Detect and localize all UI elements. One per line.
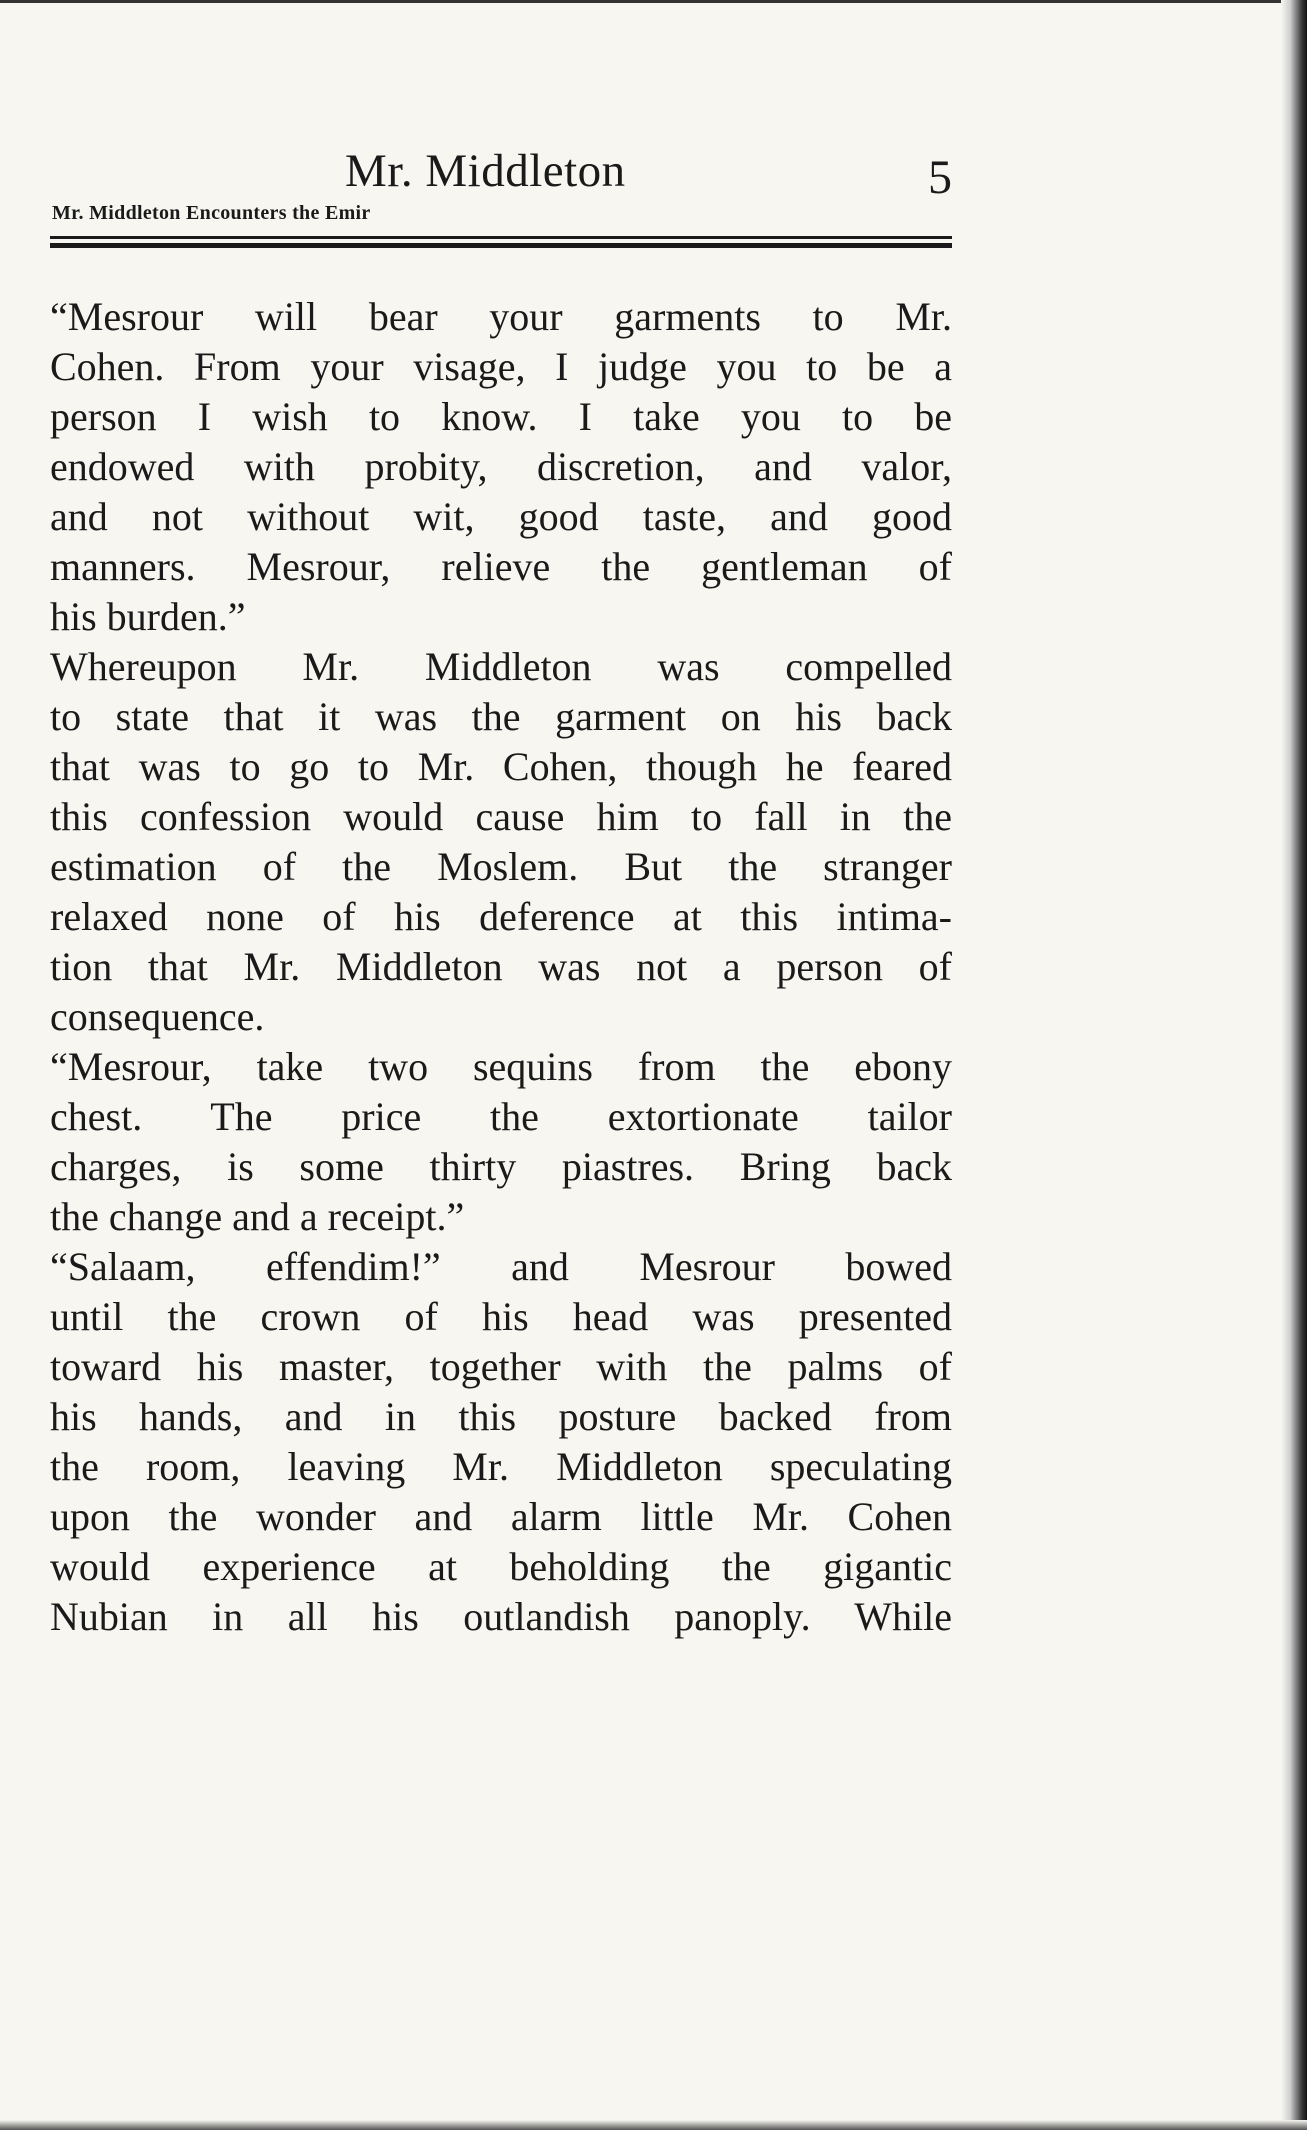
text-line: would experience at beholding the gigantic <box>50 1544 952 1589</box>
text-line: until the crown of his head was presented <box>50 1294 952 1339</box>
text-line: the room, leaving Mr. Middleton speculating <box>50 1444 952 1489</box>
page-top-edge <box>0 0 1307 3</box>
text-line: Whereupon Mr. Middleton was compelled <box>50 644 952 689</box>
text-line: charges, is some thirty piastres. Bring back <box>50 1144 952 1189</box>
paragraph <box>50 1242 952 1642</box>
text-line: Cohen. From your visage, I judge you to be a <box>50 344 952 389</box>
text-line: and not without wit, good taste, and good <box>50 494 952 539</box>
text-line: tion that Mr. Middleton was not a person of <box>50 944 952 989</box>
chapter-title: Mr. Middleton Encounters the Emir <box>52 202 371 224</box>
text-line: chest. The price the extortionate tailor <box>50 1094 952 1139</box>
text-line: “Mesrour, take two sequins from the ebony <box>50 1044 952 1089</box>
running-title: Mr. Middleton <box>345 145 626 197</box>
text-line: this confession would cause him to fall in the <box>50 794 952 839</box>
text-line: consequence. <box>50 994 265 1039</box>
text-line: relaxed none of his deference at this intima- <box>50 894 952 939</box>
text-line: upon the wonder and alarm little Mr. Cohen <box>50 1494 952 1539</box>
page-right-edge <box>1281 0 1307 2130</box>
text-line: to state that it was the garment on his back <box>50 694 952 739</box>
text-line: his hands, and in this posture backed from <box>50 1394 952 1439</box>
text-line: person I wish to know. I take you to be <box>50 394 952 439</box>
text-line: manners. Mesrour, relieve the gentleman of <box>50 544 952 589</box>
text-line: his burden.” <box>50 594 246 639</box>
page-bottom-edge <box>0 2120 1307 2130</box>
text-line: Nubian in all his outlandish panoply. While <box>50 1594 952 1639</box>
header-rule-thin <box>50 236 952 239</box>
text-line: the change and a receipt.” <box>50 1194 465 1239</box>
text-line: toward his master, together with the palms of <box>50 1344 952 1389</box>
text-line: endowed with probity, discretion, and valor, <box>50 444 952 489</box>
body-text <box>50 292 952 1642</box>
paragraph <box>50 642 952 1042</box>
text-line: estimation of the Moslem. But the stranger <box>50 844 952 889</box>
page-number: 5 <box>928 151 952 204</box>
text-line: that was to go to Mr. Cohen, though he feared <box>50 744 952 789</box>
paragraph <box>50 292 952 642</box>
header-rule-thick <box>50 243 952 248</box>
paragraph <box>50 1042 952 1242</box>
text-line: “Mesrour will bear your garments to Mr. <box>50 294 952 339</box>
text-line: “Salaam, effendim!” and Mesrour bowed <box>50 1244 952 1289</box>
